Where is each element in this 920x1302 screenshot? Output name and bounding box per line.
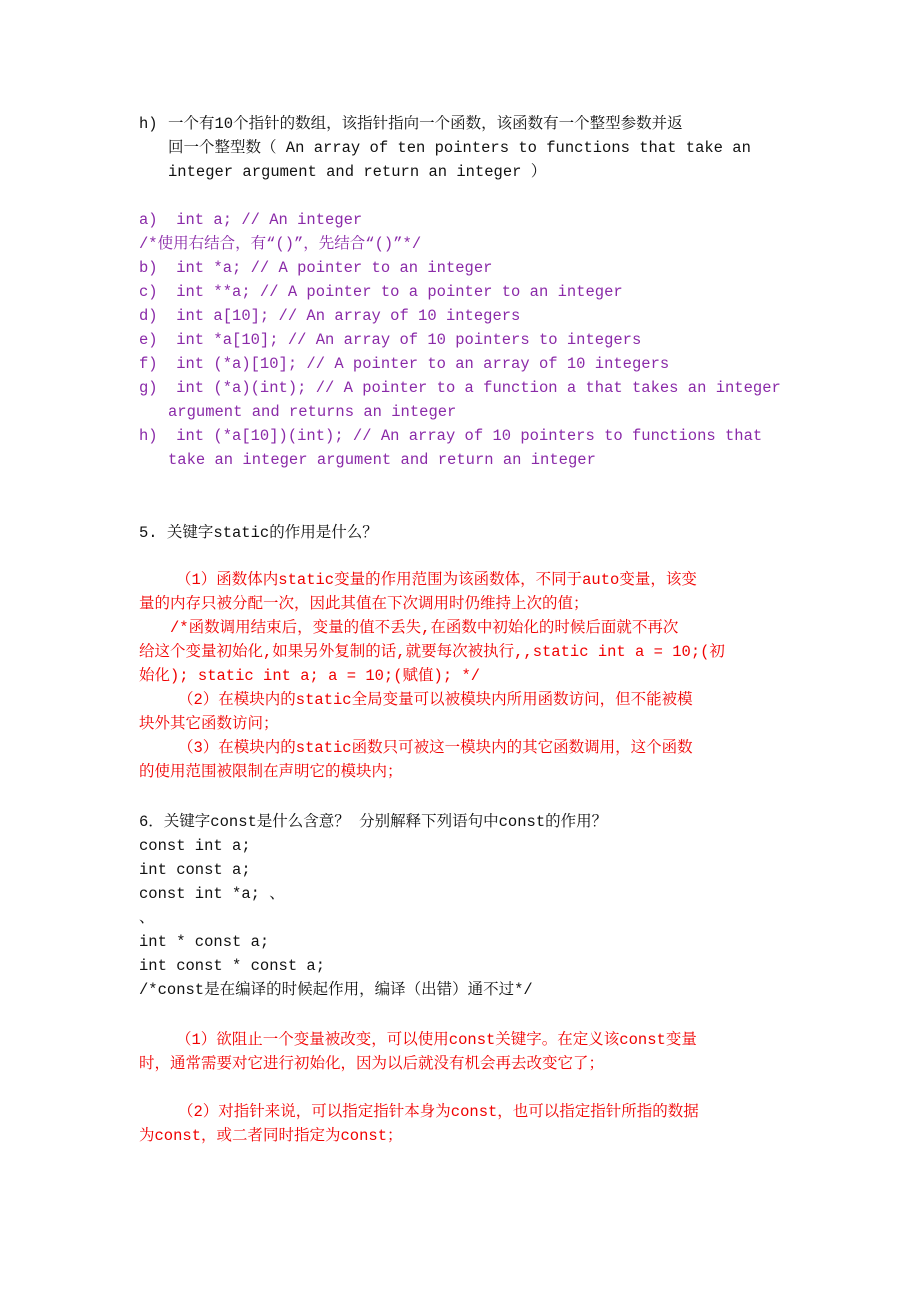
q6-answer-line: （2）对指针来说，可以指定指针本身为const，也可以指定指针所指的数据 <box>178 1103 699 1121</box>
q6-answer-line: （1）欲阻止一个变量被改变，可以使用const关键字。在定义该const变量 <box>176 1031 697 1049</box>
q5-line: （1）函数体内static变量的作用范围为该函数体，不同于auto变量，该变 <box>176 571 697 589</box>
answer-a: a) int a; // An integer <box>139 211 363 229</box>
q6-code-line: int * const a; <box>139 933 270 951</box>
q5-line: 的使用范围被限制在声明它的模块内； <box>139 763 403 781</box>
q5-line: 块外其它函数访问； <box>139 715 279 733</box>
question-h-label: h) <box>139 115 158 133</box>
q6-code-line: int const a; <box>139 861 251 879</box>
answer-c: c) int **a; // A pointer to a pointer to an integer <box>139 283 623 301</box>
answer-b: b) int *a; // A pointer to an integer <box>139 259 493 277</box>
q5-line: /*函数调用结束后，变量的值不丢失,在函数中初始化的时候后面就不再次 <box>170 619 679 637</box>
q6-code-line: int const * const a; <box>139 957 326 975</box>
q6-answer-line: 时，通常需要对它进行初始化，因为以后就没有机会再去改变它了； <box>139 1055 605 1073</box>
answer-f: f) int (*a)[10]; // A pointer to an array of 10 integers <box>139 355 670 373</box>
q6-answer-line: 为const，或二者同时指定为const； <box>139 1127 403 1145</box>
answer-h: h) int (*a[10])(int); // An array of 10 pointers to functions that <box>139 427 763 445</box>
answer-g: g) int (*a)(int); // A pointer to a function a that takes an integer <box>139 379 781 397</box>
q5-line: 给这个变量初始化,如果另外复制的话,就要每次被执行,,static int a = 10;(初 <box>139 643 725 661</box>
question-h-line: 回一个整型数（ An array of ten pointers to functions that take an <box>168 139 751 157</box>
q5-line: 量的内存只被分配一次，因此其值在下次调用时仍维持上次的值； <box>139 595 589 613</box>
question-5-title: 5. 关键字static的作用是什么？ <box>139 524 378 542</box>
q5-line: （3）在模块内的static函数只可被这一模块内的其它函数调用，这个函数 <box>178 739 693 757</box>
answer-h-cont: take an integer argument and return an integer <box>168 451 596 469</box>
answer-note: /*使用右结合，有“()”，先结合“()”*/ <box>139 235 422 253</box>
q6-code-line: 、 <box>139 909 155 927</box>
answer-e: e) int *a[10]; // An array of 10 pointers to integers <box>139 331 642 349</box>
question-h-line: integer argument and return an integer ） <box>168 163 547 181</box>
q6-code-comment: /*const是在编译的时候起作用，编译（出错）通不过*/ <box>139 981 533 999</box>
question-h-line: 一个有10个指针的数组，该指针指向一个函数，该函数有一个整型参数并返 <box>168 115 683 133</box>
q5-line: 始化); static int a; a = 10;(赋值); */ <box>139 667 481 685</box>
question-6-title: 6．关键字const是什么含意？ 分别解释下列语句中const的作用？ <box>139 813 608 831</box>
q6-code-line: const int a; <box>139 837 251 855</box>
answer-g-cont: argument and returns an integer <box>168 403 457 421</box>
answer-d: d) int a[10]; // An array of 10 integers <box>139 307 521 325</box>
q6-code-line: const int *a; 、 <box>139 885 285 903</box>
q5-line: （2）在模块内的static全局变量可以被模块内所用函数访问，但不能被模 <box>178 691 693 709</box>
